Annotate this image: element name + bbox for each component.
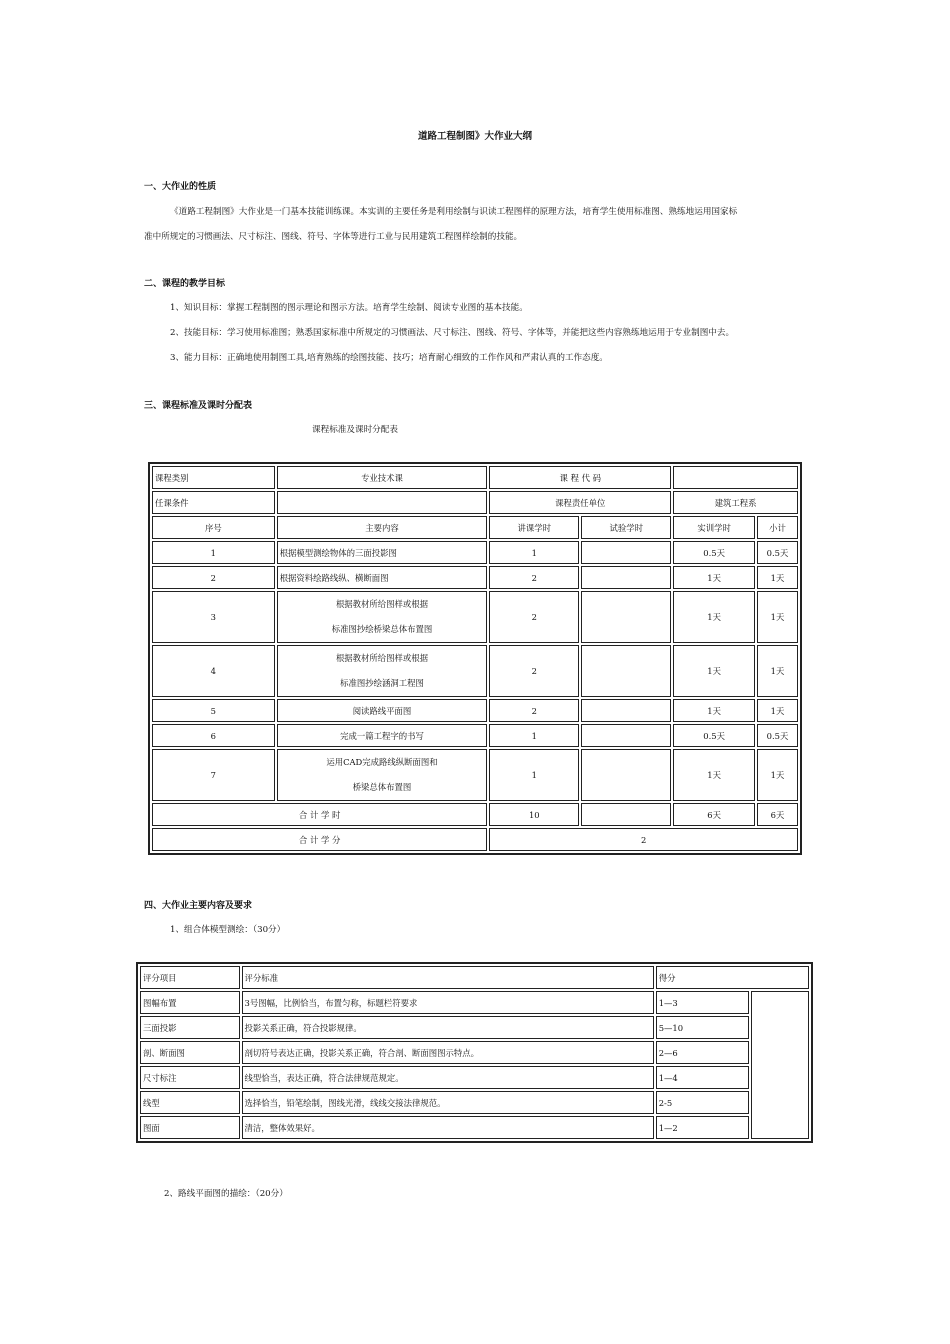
course-type-value: 专业技术课 [277,466,488,489]
row-content-line-2: 桥梁总体布置图 [352,782,412,792]
grade-standard: 投影关系正确，符合投影规律。 [242,1016,654,1039]
grade-score: 1—2 [656,1116,749,1139]
row-exp [581,591,671,643]
header-lecture: 讲课学时 [489,516,579,539]
grade-score: 2-5 [656,1091,749,1114]
header-content: 主要内容 [277,516,488,539]
course-code-label: 课 程 代 码 [489,466,671,489]
row-lecture: 2 [489,566,579,589]
total-hours-label: 合 计 学 时 [152,803,487,826]
table-row [152,491,798,514]
row-no: 1 [152,541,275,564]
table-row [152,591,798,643]
table-header-row [140,966,809,989]
row-content-line-2: 标准图抄绘桥梁总体布置图 [331,624,433,634]
table-total-row [152,803,798,826]
row-no: 5 [152,699,275,722]
grade-standard: 线型恰当，表达正确，符合法律规范规定。 [242,1066,654,1089]
table-row [140,1066,809,1089]
table-caption: 课程标准及课时分配表 [312,425,398,435]
row-content: 根据资料绘路线纵、横断面图 [277,566,488,589]
table-row [152,466,798,489]
row-lecture: 2 [489,591,579,643]
row-no: 2 [152,566,275,589]
row-no: 7 [152,749,275,801]
row-content-line-1: 根据教材所给图样或根据 [335,653,429,663]
score-blank-cell [751,991,809,1139]
table-row [140,1041,809,1064]
task-1-title: 1、组合体模型测绘：（30分） [170,925,286,935]
table-row [152,749,798,801]
responsible-unit-value: 建筑工程系 [673,491,798,514]
row-sub: 0.5天 [757,541,798,564]
grade-score: 5—10 [656,1016,749,1039]
row-content-line-1: 运用CAD完成路线纵断面图和 [326,757,438,767]
total-credits-value: 2 [489,828,798,851]
row-exp [581,541,671,564]
course-code-value [673,466,798,489]
row-exp [581,645,671,697]
row-no: 3 [152,591,275,643]
total-sub: 6天 [757,803,798,826]
total-exp [581,803,671,826]
header-score: 得分 [656,966,809,989]
row-content [277,749,488,801]
section-2-heading: 二、课程的教学目标 [144,279,226,289]
grade-item: 图幅布置 [140,991,240,1014]
grade-item: 线型 [140,1091,240,1114]
row-sub: 1天 [757,749,798,801]
header-item: 评分项目 [140,966,240,989]
row-lecture: 1 [489,724,579,747]
row-sub: 1天 [757,566,798,589]
row-content [277,645,488,697]
table-row [140,1116,809,1139]
row-train: 1天 [673,699,755,722]
grade-standard: 选择恰当，铅笔绘制，图线光滑，线线交接法律规范。 [242,1091,654,1114]
grade-score: 2—6 [656,1041,749,1064]
row-train: 1天 [673,566,755,589]
row-lecture: 1 [489,749,579,801]
responsible-unit-label: 课程责任单位 [489,491,671,514]
row-content: 完成一篇工程字的书写 [277,724,488,747]
document-title: 道路工程制图》大作业大纲 [417,131,532,142]
row-exp [581,749,671,801]
row-lecture: 1 [489,541,579,564]
section-1-heading: 一、大作业的性质 [144,182,217,192]
goal-ability: 3、能力目标：正确地使用制图工具,培育熟练的绘图技能、技巧；培育耐心细致的工作作风和严肃认真的工作态度。 [170,353,608,363]
row-train: 0.5天 [673,541,755,564]
teaching-condition-label: 任课条件 [152,491,275,514]
row-lecture: 2 [489,699,579,722]
table-row [140,1091,809,1114]
row-sub: 0.5天 [757,724,798,747]
row-sub: 1天 [757,645,798,697]
grade-standard: 剖切符号表达正确，投影关系正确，符合剖、断面图图示特点。 [242,1041,654,1064]
course-type-label: 课程类别 [152,466,275,489]
total-lecture: 10 [489,803,579,826]
table-row [152,724,798,747]
row-content-line-2: 标准图抄绘涵洞工程图 [340,678,424,688]
row-content: 根据模型测绘物体的三面投影图 [277,541,488,564]
header-standard: 评分标准 [242,966,654,989]
row-content-line-1: 根据教材所给图样或根据 [335,599,429,609]
grade-standard: 3号图幅，比例恰当，布置匀称，标题栏符要求 [242,991,654,1014]
row-sub: 1天 [757,699,798,722]
row-no: 6 [152,724,275,747]
header-sub: 小计 [757,516,798,539]
task-2-title: 2、路线平面图的描绘：（20分） [164,1189,288,1199]
header-train: 实训学时 [673,516,755,539]
row-no: 4 [152,645,275,697]
header-exp: 试验学时 [581,516,671,539]
row-lecture: 2 [489,645,579,697]
table-credits-row [152,828,798,851]
table-row [152,699,798,722]
section-3-heading: 三、课程标准及课时分配表 [144,401,253,411]
table-row [152,645,798,697]
table-row [152,541,798,564]
table-header-row [152,516,798,539]
row-train: 1天 [673,749,755,801]
grade-item: 尺寸标注 [140,1066,240,1089]
row-content: 阅读路线平面图 [277,699,488,722]
grade-standard: 清洁，整体效果好。 [242,1116,654,1139]
section-1-line-2: 准中所规定的习惯画法、尺寸标注、图线、符号、字体等进行工业与民用建筑工程图样绘制的技能。 [144,232,523,242]
section-1-line-1: 《道路工程制图》大作业是一门基本技能训练课。本实训的主要任务是利用绘制与识读工程图样的原理方法，培育学生使用标准图、熟练地运用国家标 [170,207,738,217]
course-hours-table [148,462,802,855]
total-credits-label: 合 计 学 分 [152,828,487,851]
total-train: 6天 [673,803,755,826]
row-exp [581,566,671,589]
table-row [152,566,798,589]
grade-item: 剖、断面图 [140,1041,240,1064]
row-train: 1天 [673,591,755,643]
table-row [140,1016,809,1039]
goal-knowledge: 1、知识目标：掌握工程制图的图示理论和图示方法。培育学生绘制、阅读专业图的基本技能。 [170,303,528,313]
header-no: 序号 [152,516,275,539]
row-exp [581,724,671,747]
row-sub: 1天 [757,591,798,643]
grading-table [136,962,813,1143]
row-train: 1天 [673,645,755,697]
grade-score: 1—3 [656,991,749,1014]
goal-skill: 2、技能目标：学习使用标准图；熟悉国家标准中所规定的习惯画法、尺寸标注、图线、符号、字体等，并能把这些内容熟练地运用于专业制图中去。 [170,328,735,338]
table-row [140,991,809,1014]
grade-score: 1—4 [656,1066,749,1089]
row-content [277,591,488,643]
row-exp [581,699,671,722]
grade-item: 三面投影 [140,1016,240,1039]
row-train: 0.5天 [673,724,755,747]
teaching-condition-value [277,491,488,514]
section-4-heading: 四、大作业主要内容及要求 [144,901,253,911]
grade-item: 图面 [140,1116,240,1139]
